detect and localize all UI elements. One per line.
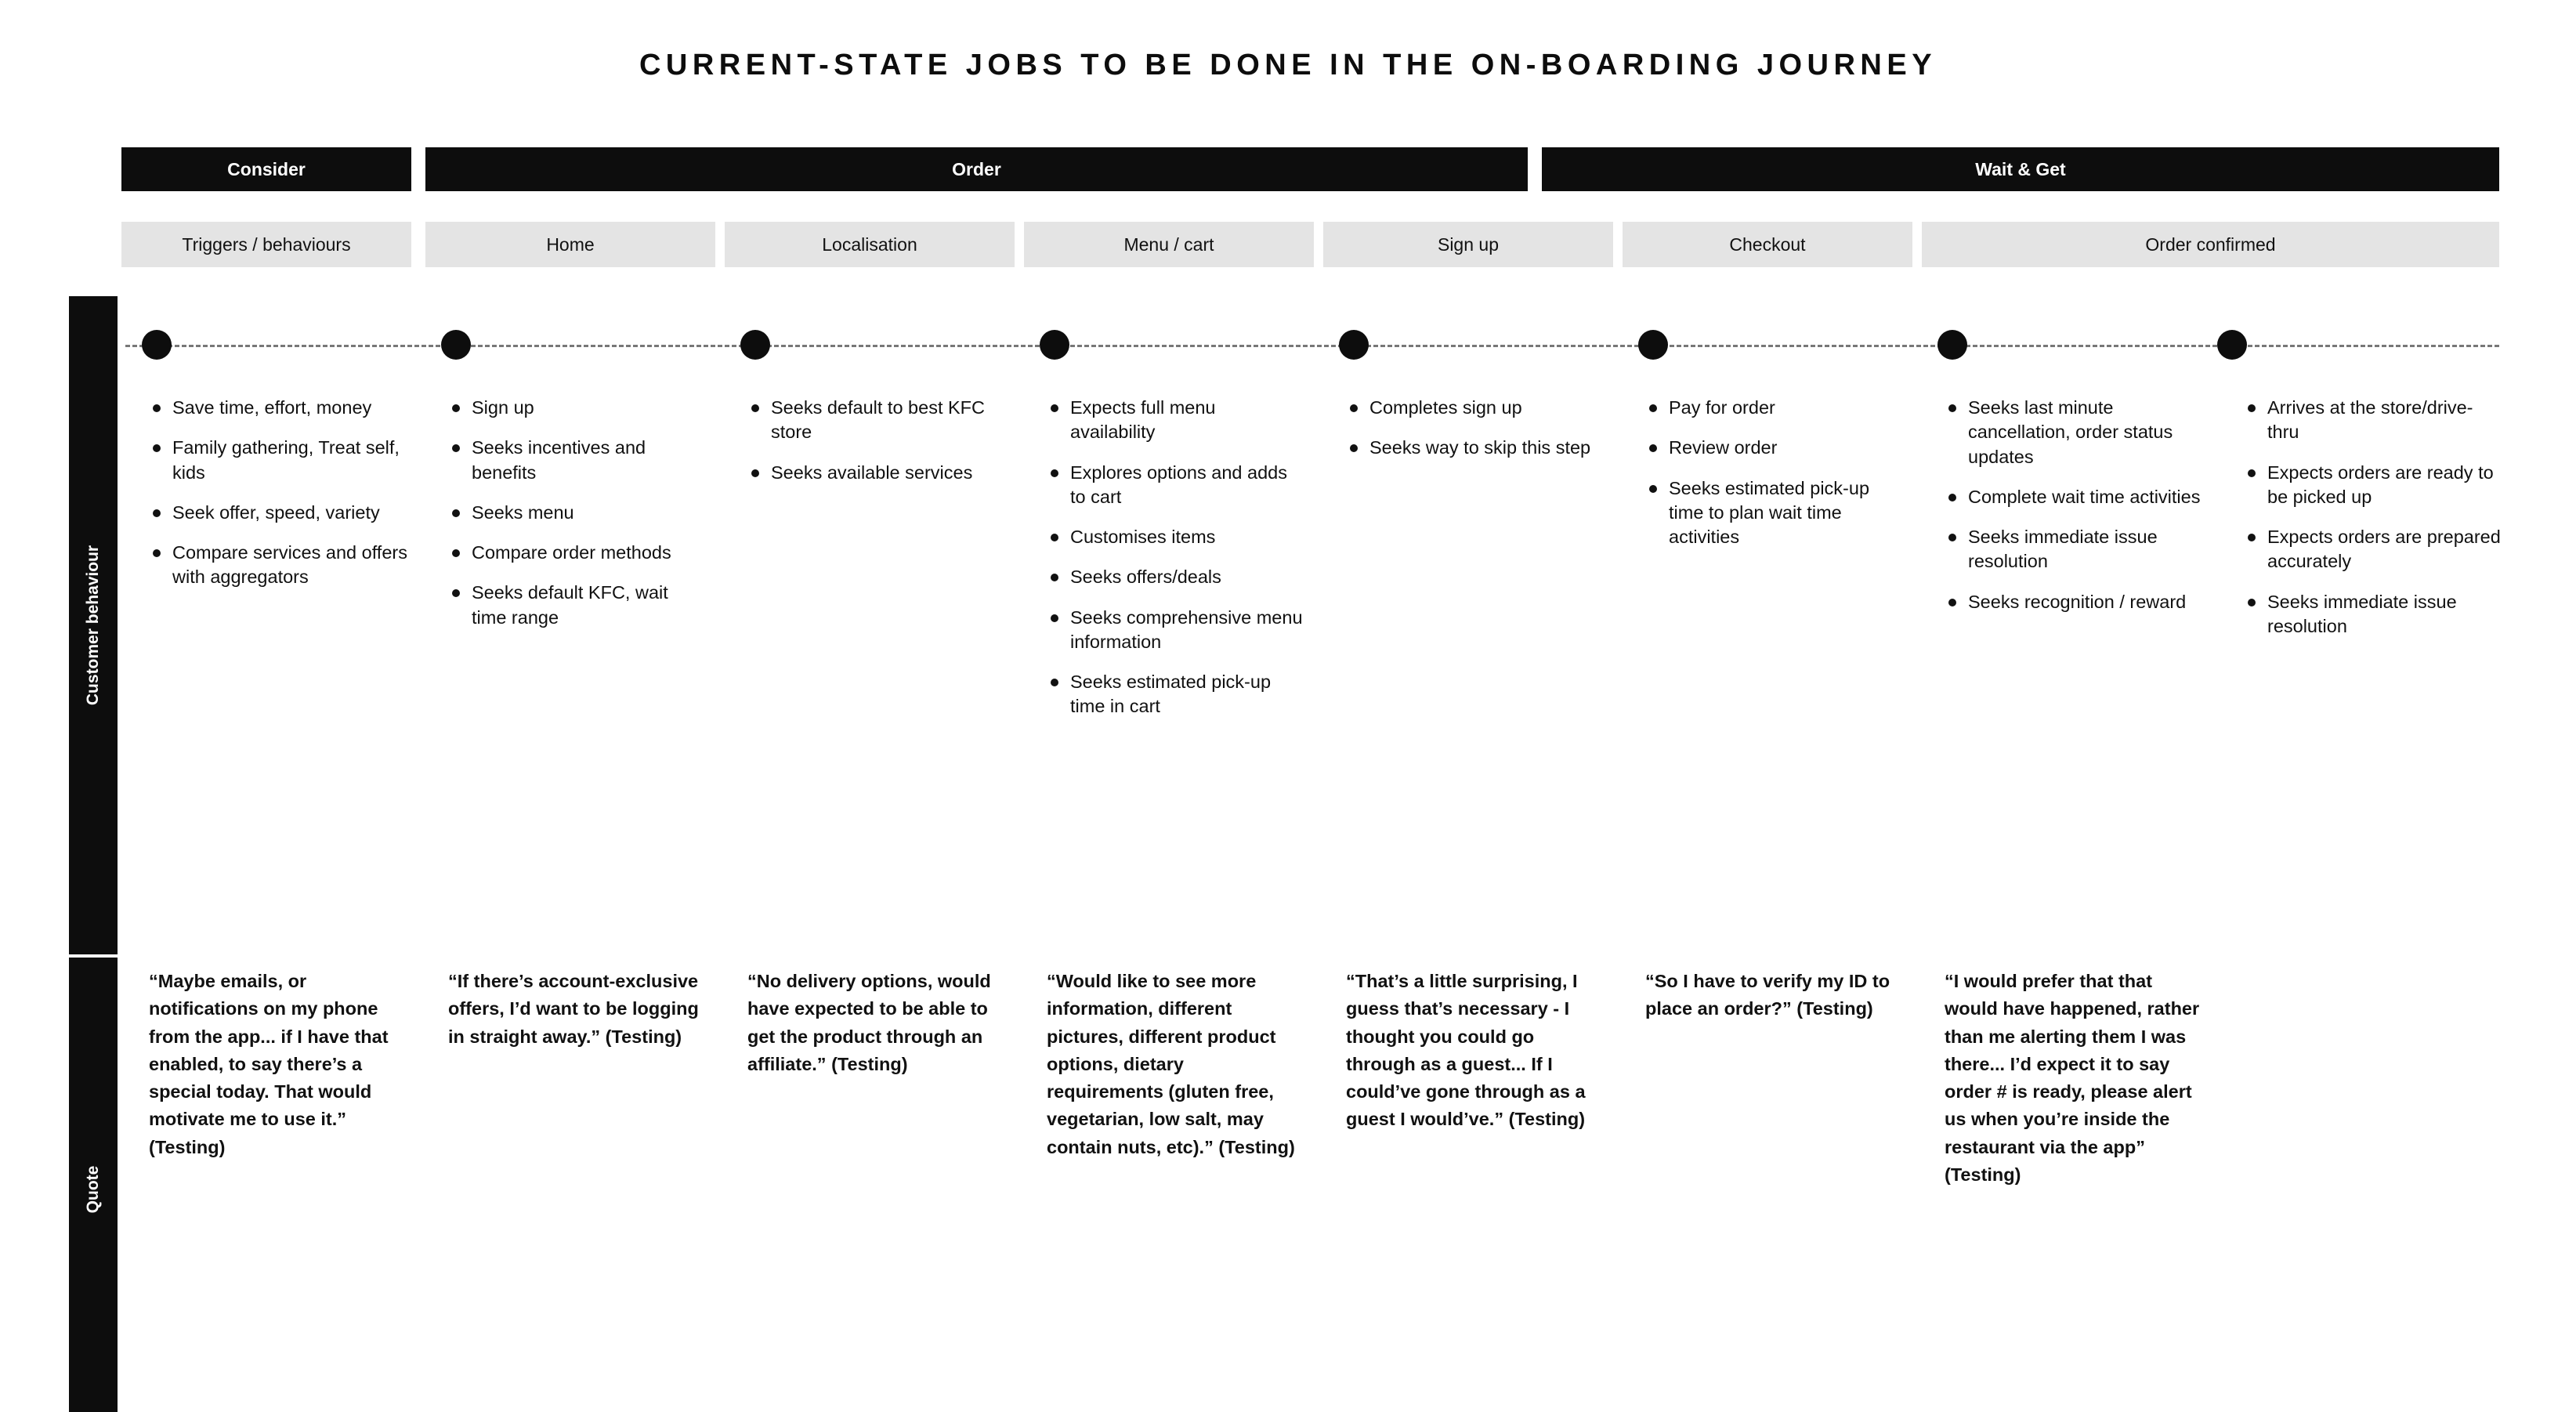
quote-checkout: “So I have to verify my ID to place an order?” (Testing) <box>1645 971 1890 1019</box>
behaviour-item: Seeks incentives and benefits <box>448 436 707 485</box>
stage-header <box>1323 222 1613 267</box>
timeline-dot <box>740 330 770 360</box>
behaviour-item: Seeks default to best KFC store <box>747 396 1006 445</box>
behaviour-column-order-confirmed-a <box>1945 396 2203 630</box>
timeline-dot <box>142 330 172 360</box>
timeline-dot <box>441 330 471 360</box>
quote-order-confirmed-a: “I would prefer that that would have happened, rather than me alerting them I was there... I’d expect it to say order # is ready, please alert us when you’re inside the restaurant via the app” (Testing) <box>1945 971 2200 1185</box>
behaviour-column-order-confirmed-b <box>2244 396 2502 654</box>
phase-header-label: Wait & Get <box>1975 158 2066 179</box>
behaviour-item: Customises items <box>1047 525 1305 549</box>
behaviour-column-sign-up <box>1346 396 1605 476</box>
stage-header-label: Order confirmed <box>2145 234 2276 255</box>
phase-header <box>121 147 411 191</box>
quote-localisation: “No delivery options, would have expected to be able to get the product through an affiliate.” (Testing) <box>747 971 991 1074</box>
behaviour-list <box>448 396 707 630</box>
quote-sign-up: “That’s a little surprising, I guess that’s necessary - I thought you could go through as a guest... If I could’ve gone through as a guest I would’ve.” (Testing) <box>1346 971 1586 1130</box>
behaviour-item: Arrives at the store/drive-thru <box>2244 396 2502 445</box>
behaviour-item: Complete wait time activities <box>1945 485 2203 509</box>
behaviour-item: Seeks recognition / reward <box>1945 590 2203 614</box>
stage-header-label: Triggers / behaviours <box>182 234 351 255</box>
behaviour-item: Expects full menu availability <box>1047 396 1305 445</box>
behaviour-column-home <box>448 396 707 646</box>
quote-home: “If there’s account-exclusive offers, I’d want to be logging in straight away.” (Testing) <box>448 971 699 1047</box>
behaviour-list <box>1047 396 1305 719</box>
behaviour-item: Expects orders are prepared accurately <box>2244 525 2502 574</box>
behaviour-item: Save time, effort, money <box>149 396 407 420</box>
behaviour-item: Seeks immediate issue resolution <box>2244 590 2502 639</box>
behaviour-item: Explores options and adds to cart <box>1047 461 1305 510</box>
behaviour-list <box>2244 396 2502 639</box>
stage-header-label: Home <box>546 234 595 255</box>
behaviour-item: Seek offer, speed, variety <box>149 501 407 525</box>
phase-header <box>425 147 1528 191</box>
behaviour-item: Family gathering, Treat self, kids <box>149 436 407 485</box>
stage-header-label: Checkout <box>1729 234 1806 255</box>
behaviour-item: Seeks menu <box>448 501 707 525</box>
stage-header <box>725 222 1015 267</box>
behaviour-item: Compare order methods <box>448 541 707 565</box>
behaviour-column-triggers-behaviours <box>149 396 407 606</box>
behaviour-list <box>1346 396 1605 461</box>
behaviour-list <box>747 396 1006 485</box>
row-label-customer-behaviour <box>69 296 118 954</box>
stage-header-label: Localisation <box>822 234 917 255</box>
behaviour-item: Seeks last minute cancellation, order status updates <box>1945 396 2203 469</box>
quote-triggers-behaviours: “Maybe emails, or notifications on my phone from the app... if I have that enabled, to say there’s a special today. That would motivate me to use it.” (Testing) <box>149 971 389 1157</box>
behaviour-item: Sign up <box>448 396 707 420</box>
behaviour-item: Seeks default KFC, wait time range <box>448 581 707 630</box>
behaviour-item: Seeks estimated pick-up time in cart <box>1047 670 1305 719</box>
row-label-customer-behaviour-text: Customer behaviour <box>84 545 102 706</box>
behaviour-item: Seeks comprehensive menu information <box>1047 606 1305 655</box>
stage-header <box>1024 222 1314 267</box>
behaviour-item: Seeks immediate issue resolution <box>1945 525 2203 574</box>
stage-header <box>121 222 411 267</box>
row-label-quote-text: Quote <box>84 1165 102 1214</box>
phase-header <box>1542 147 2499 191</box>
behaviour-item: Seeks way to skip this step <box>1346 436 1605 460</box>
timeline-dot <box>1339 330 1369 360</box>
timeline-dot <box>1040 330 1069 360</box>
behaviour-item: Compare services and offers with aggregators <box>149 541 407 590</box>
stage-header <box>1922 222 2499 267</box>
behaviour-column-localisation <box>747 396 1006 501</box>
behaviour-item: Seeks estimated pick-up time to plan wait time activities <box>1645 476 1904 550</box>
behaviour-item: Expects orders are ready to be picked up <box>2244 461 2502 510</box>
behaviour-item: Completes sign up <box>1346 396 1605 420</box>
phase-header-label: Consider <box>227 158 306 179</box>
page-title: CURRENT-STATE JOBS TO BE DONE IN THE ON-BOARDING JOURNEY <box>639 49 1937 81</box>
stage-header-label: Sign up <box>1437 234 1499 255</box>
stage-header <box>425 222 715 267</box>
behaviour-list <box>1645 396 1904 549</box>
row-label-quote <box>69 958 118 1412</box>
behaviour-item: Seeks available services <box>747 461 1006 485</box>
behaviour-column-menu-cart <box>1047 396 1305 735</box>
phase-header-label: Order <box>952 158 1001 179</box>
timeline-dot <box>1937 330 1967 360</box>
timeline-dot <box>1638 330 1668 360</box>
behaviour-item: Review order <box>1645 436 1904 460</box>
behaviour-item: Seeks offers/deals <box>1047 565 1305 589</box>
stage-header <box>1623 222 1912 267</box>
stage-header-label: Menu / cart <box>1123 234 1214 255</box>
behaviour-item: Pay for order <box>1645 396 1904 420</box>
quote-menu-cart: “Would like to see more information, different pictures, different product options, dietary requirements (gluten free, vegetarian, low salt, may contain nuts, etc).” (Testing) <box>1047 971 1295 1157</box>
journey-timeline <box>125 345 2499 347</box>
behaviour-list <box>149 396 407 590</box>
timeline-dot <box>2217 330 2247 360</box>
behaviour-list <box>1945 396 2203 614</box>
behaviour-column-checkout <box>1645 396 1904 565</box>
